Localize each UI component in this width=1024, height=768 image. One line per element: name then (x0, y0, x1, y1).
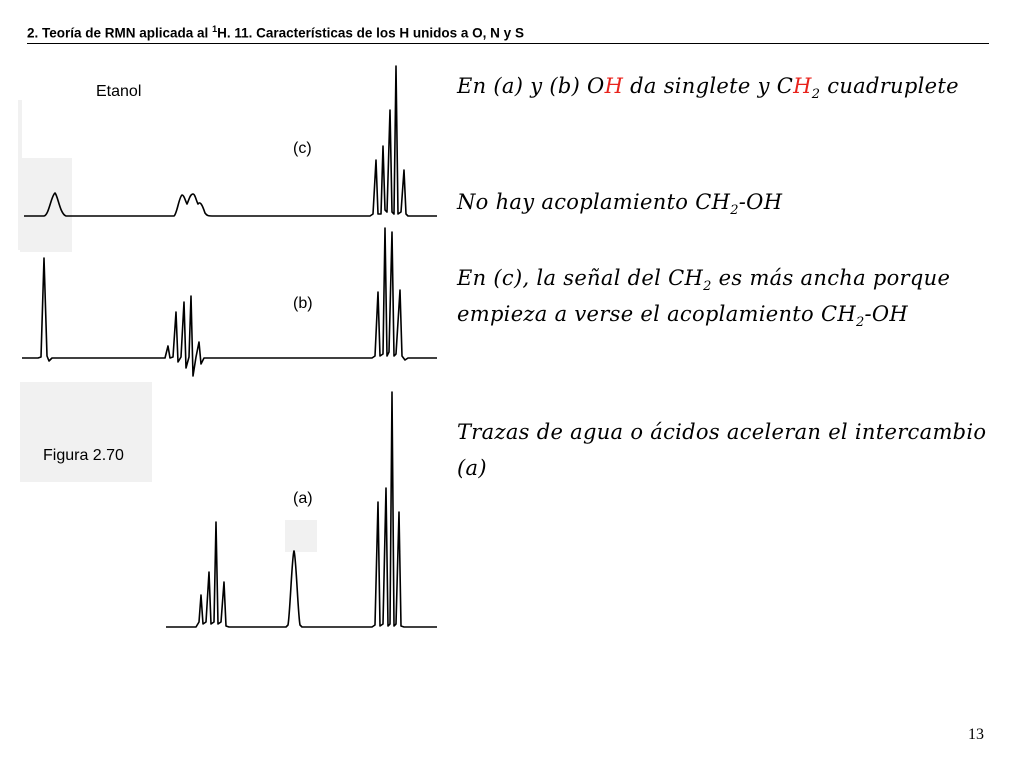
page-number: 13 (968, 726, 984, 743)
nmr-spectra-figure (0, 60, 445, 640)
spectrum-c-label: (c) (293, 140, 312, 157)
note-intercambio: Trazas de agua o ácidos aceleran el intercambio (a) (457, 420, 987, 480)
spectrum-a (166, 392, 437, 627)
spectrum-a-label: (a) (293, 490, 313, 507)
compound-label: Etanol (96, 83, 142, 100)
spectrum-b (22, 228, 437, 376)
spectrum-b-label: (b) (293, 295, 313, 312)
note-senal-ancha: En (c), la señal del $CH_2$ es más ancha porque empieza a verse el acoplamiento $CH_2-OH$ (457, 266, 951, 331)
slide-title: 2. Teoría de RMN aplicada al $^1$H. 11. Características de los H unidos a O, N y S (27, 24, 989, 44)
note-singlete-cuadruplete: En (a) y (b) OH da singlete y $CH_2$ cuadruplete (457, 74, 959, 103)
spectrum-c (24, 66, 437, 216)
note-no-acoplamiento: No hay acoplamiento $CH_2-OH$ (457, 190, 783, 219)
figure-caption: Figura 2.70 (43, 447, 124, 464)
